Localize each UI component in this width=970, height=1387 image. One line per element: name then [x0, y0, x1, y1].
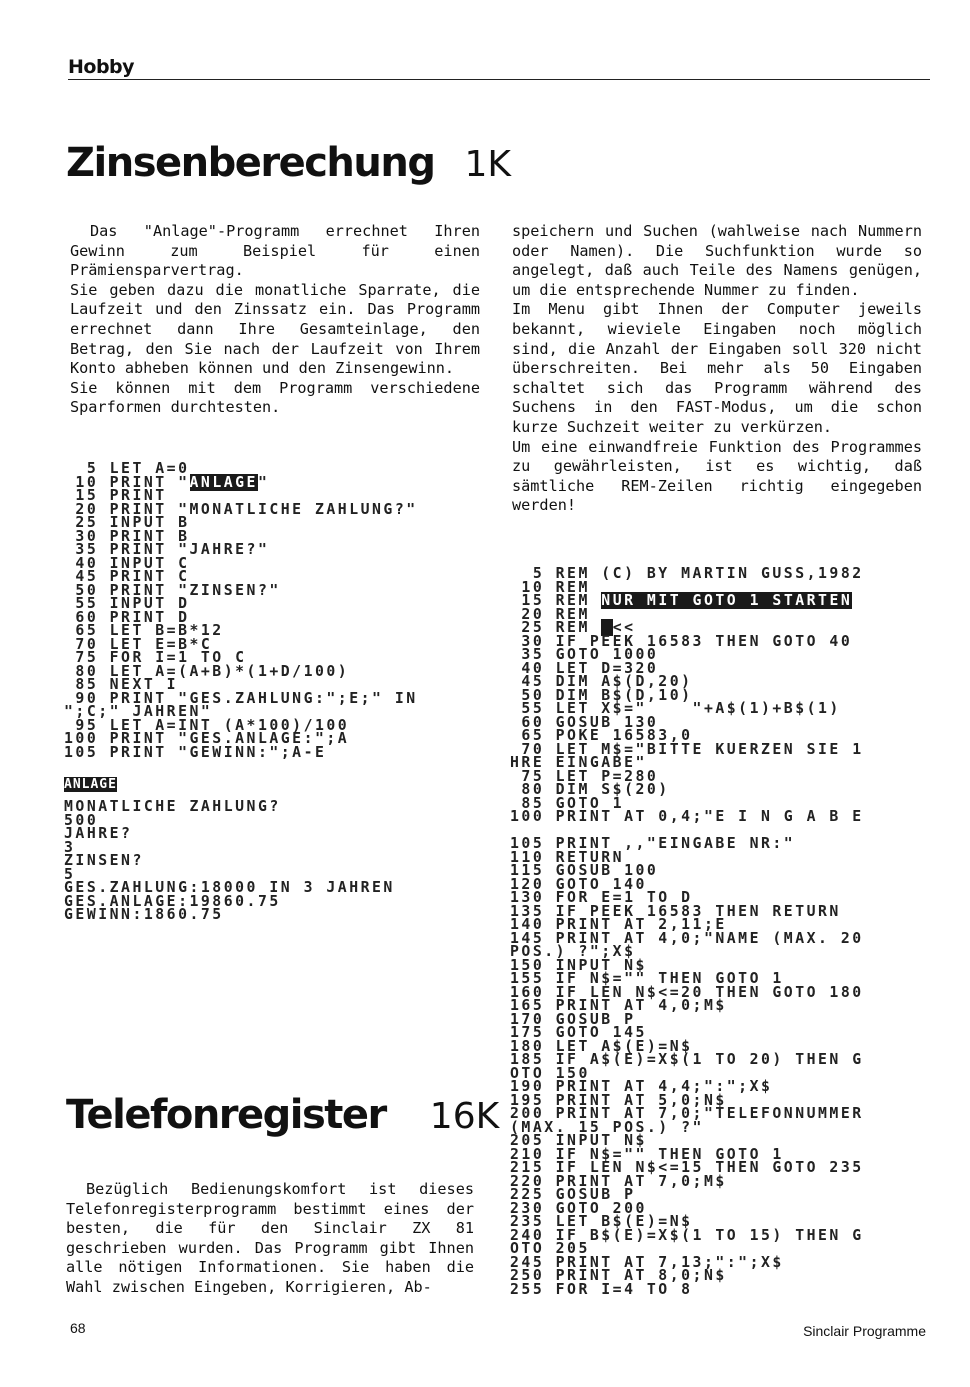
code-line: 30 PRINT B [64, 527, 190, 545]
article1-paragraph: Sie können mit dem Programm verschiedene Sparformen durchtesten. [70, 378, 480, 417]
code-line: 120 GOTO 140 [510, 875, 647, 893]
code-line: 130 FOR E=1 TO D [510, 889, 693, 906]
code-line: 45 PRINT C [64, 568, 190, 585]
article2-paragraph: Im Menu gibt Ihnen der Computer jeweils bekannt, wieviele Eingaben noch möglich sind, die Anzahl der Eingaben soll 320 nicht überschreiten. Bei mehr als 50 Eingaben schaltet sich das Programm während des Suchens in den FAST-Modus, um die schon kurze Suchzeit weiter zu verkürzen. [512, 300, 922, 436]
inverse-text: NUR MIT GOTO 1 STARTEN [601, 592, 853, 609]
code-line: JAHRE? [64, 825, 133, 842]
code-line: 85 GOTO 1 [510, 794, 625, 812]
code-line: 155 IF N$="" THEN GOTO 1 [510, 970, 784, 987]
code-line: 55 LET X$=" "+A$(1)+B$(1) [510, 700, 841, 717]
code-line: 190 PRINT AT 4,4;":";X$ [510, 1078, 773, 1095]
article1-listing [64, 462, 418, 759]
code-line: 40 LET D=320 [510, 659, 659, 677]
article2-headline [66, 1092, 499, 1138]
article1-paragraph: Das "Anlage"-Programm errechnet Ihren Gewinn zum Beispiel für einen Prämiensparvertrag. [70, 222, 480, 280]
article2-intro-left-text: Bezüglich Bedienungskomfort ist dieses Telefonregisterprogramm bestimmt eines der besten, die für den Sinclair ZX 81 geschrieben wurden. Das Programm gibt Ihnen alle nötigen Informationen. Sie haben die Wahl zwischen Eingeben, Korrigieren, Ab- [66, 1180, 474, 1296]
code-line: ZINSEN? [64, 852, 144, 869]
code-line: 160 IF LEN N$<=20 THEN GOTO 180 [510, 983, 864, 1001]
article1-title: Zinsenberechung [66, 140, 435, 186]
code-line: 55 INPUT D [64, 595, 190, 612]
code-line: 230 GOTO 200 [510, 1199, 647, 1217]
code-line: 255 FOR I=4 TO 8 [510, 1280, 693, 1298]
code-line: 60 PRINT D [64, 608, 190, 626]
code-line: 85 NEXT I [64, 676, 179, 693]
code-line: 90 PRINT "GES.ZAHLUNG:";E;" IN [64, 689, 418, 707]
article2-listing [510, 567, 864, 1296]
code-line: 220 PRINT AT 7,0;M$ [510, 1172, 727, 1190]
code-line: POS.) ?";X$ [510, 943, 636, 960]
code-line: 75 FOR I=1 TO C [64, 649, 247, 666]
code-line: 20 REM [510, 605, 590, 623]
page-number: 68 [70, 1320, 86, 1336]
code-line: 40 INPUT C [64, 554, 190, 572]
code-line: 140 PRINT AT 2,11;E [510, 916, 727, 933]
magazine-name: Sinclair Programme [803, 1323, 926, 1339]
code-line: GES.ANLAGE:19860.75 [64, 892, 281, 910]
code-line: 35 GOTO 1000 [510, 646, 659, 663]
article2-intro-left [66, 1180, 474, 1298]
code-line: (MAX. 15 POS.) ?" [510, 1118, 704, 1136]
code-line: 110 RETURN [510, 848, 625, 866]
code-line: 10 REM [510, 578, 590, 596]
code-line: 200 PRINT AT 7,0;"TELEFONNUMMER [510, 1105, 864, 1122]
code-line: 50 PRINT "ZINSEN?" [64, 581, 281, 599]
code-line: 135 IF PEEK 16583 THEN RETURN [510, 902, 841, 920]
code-line: 100 PRINT AT 0,4;"E I N G A B E [510, 808, 864, 825]
code-line: 150 INPUT N$ [510, 956, 647, 974]
article1-text [70, 222, 480, 418]
code-line: 3 [64, 838, 76, 856]
inverse-text: ANLAGE [189, 473, 258, 491]
article1-output [64, 800, 395, 922]
code-line: 240 IF B$(E)=X$(1 TO 15) THEN G [510, 1226, 864, 1244]
header-rule [68, 79, 930, 80]
code-line: 195 PRINT AT 5,0;N$ [510, 1091, 727, 1109]
code-line: 5 [64, 865, 76, 883]
code-line: 225 GOSUB P [510, 1186, 636, 1203]
article1-paragraph: Sie geben dazu die monatliche Sparrate, die Laufzeit und den Zinssatz ein. Das Programm errechnet dann Ihre Gesamteinlage, den Betrag, den Sie nach der Laufzeit von Ihrem Konto abheben können und den Zinsengewinn. [70, 280, 480, 378]
code-line: 210 IF N$="" THEN GOTO 1 [510, 1145, 784, 1163]
article1-run-label [64, 773, 117, 792]
code-line: 25 INPUT B [64, 514, 190, 531]
code-line: 60 GOSUB 130 [510, 713, 659, 731]
code-line: 235 LET B$(E)=N$ [510, 1213, 693, 1230]
code-line: 500 [64, 811, 99, 829]
code-line: 15 PRINT [64, 487, 167, 504]
code-line: 35 PRINT "JAHRE?" [64, 541, 270, 558]
code-line: 100 PRINT "GES.ANLAGE:";A [64, 730, 350, 747]
code-line: 75 LET P=280 [510, 767, 659, 785]
code-line: GES.ZAHLUNG:18000 IN 3 JAHREN [64, 879, 395, 896]
code-line: 205 INPUT N$ [510, 1132, 647, 1149]
code-line: 65 LET B=B*12 [64, 622, 224, 639]
article1-headline [66, 140, 511, 186]
code-line: OTO 205 [510, 1240, 590, 1257]
code-line: 165 PRINT AT 4,0;M$ [510, 997, 727, 1014]
section-tag: Hobby [68, 56, 135, 78]
code-line: 115 GOSUB 100 [510, 862, 659, 879]
code-line: 80 DIM S$(20) [510, 781, 670, 798]
code-line: 170 GOSUB P [510, 1010, 636, 1028]
code-line: 30 IF PEEK 16583 THEN GOTO 40 [510, 632, 853, 650]
code-line: 175 GOTO 145 [510, 1024, 647, 1041]
article2-title: Telefonregister [66, 1092, 386, 1138]
code-line: 180 LET A$(E)=N$ [510, 1037, 693, 1055]
code-line: 215 IF LEN N$<=15 THEN GOTO 235 [510, 1159, 864, 1176]
article1-size: 1K [464, 144, 512, 185]
code-line: 20 PRINT "MONATLICHE ZAHLUNG?" [64, 500, 418, 518]
code-line: 95 LET A=INT (A*100)/100 [64, 716, 350, 734]
code-line: 10 PRINT "ANLAGE" [64, 473, 270, 491]
code-line: 80 LET A=(A+B)*(1+D/100) [64, 662, 350, 680]
code-line: 250 PRINT AT 8,0;N$ [510, 1267, 727, 1284]
code-line: 245 PRINT AT 7,13;":";X$ [510, 1253, 784, 1271]
anlage-inverse-label: ANLAGE [64, 777, 117, 792]
code-line: 5 LET A=0 [64, 460, 190, 477]
code-line: 70 LET E=B*C [64, 635, 213, 653]
code-line: 25 REM << [510, 619, 636, 636]
code-line: 65 POKE 16583,0 [510, 727, 693, 744]
article2-paragraph: Um eine einwandfreie Funktion des Programmes zu gewährleisten, ist es wichtig, daß sämtliche REM-Zeilen richtig eingegeben werden! [512, 437, 922, 515]
code-line: 45 DIM A$(D,20) [510, 673, 693, 690]
article2-intro-right-text: speichern und Suchen (wahlweise nach Nummern oder Namen). Die Suchfunktion wurde so angelegt, daß auch Teile des Namens genügen, um die entsprechende Nummer zu finden. [512, 222, 922, 299]
code-line: MONATLICHE ZAHLUNG? [64, 798, 281, 815]
code-line: 145 PRINT AT 4,0;"NAME (MAX. 20 [510, 929, 864, 947]
code-line: ";C;" JAHREN" [64, 703, 213, 720]
code-line: 105 PRINT ,,"EINGABE NR:" [510, 835, 796, 852]
code-line: 15 REM NUR MIT GOTO 1 STARTEN [510, 592, 853, 609]
code-line: GEWINN:1860.75 [64, 906, 224, 923]
code-line: 50 DIM B$(D,10) [510, 686, 693, 704]
code-line: 5 REM (C) BY MARTIN GUSS,1982 [510, 565, 864, 582]
article2-size: 16K [429, 1096, 500, 1137]
article2-right-text [512, 222, 922, 516]
code-line: 105 PRINT "GEWINN:";A-E [64, 743, 327, 761]
code-line: 70 LET M$="BITTE KUERZEN SIE 1 [510, 740, 864, 758]
code-line: OTO 150 [510, 1064, 590, 1082]
code-line: HRE EINGABE" [510, 754, 647, 771]
code-line: 185 IF A$(E)=X$(1 TO 20) THEN G [510, 1051, 864, 1068]
